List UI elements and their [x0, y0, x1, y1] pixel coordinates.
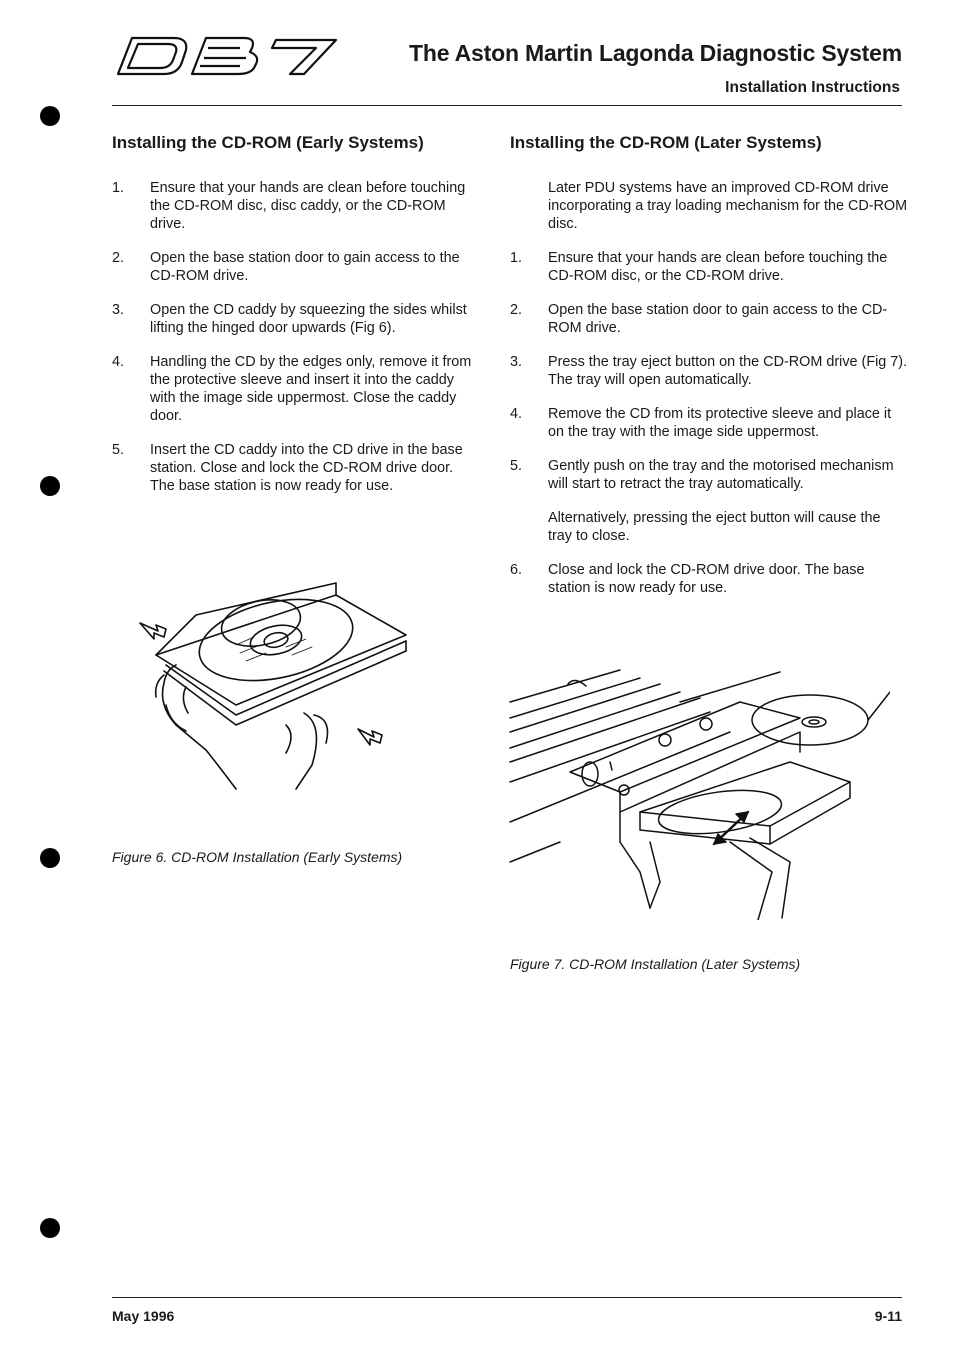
step-number: 2. — [112, 250, 125, 266]
db7-logo — [112, 30, 352, 80]
step-text: Press the tray eject button on the CD-ROM drive (Fig 7). The tray will open automatically. — [548, 354, 908, 388]
binder-hole — [40, 106, 60, 126]
binder-hole — [40, 476, 60, 496]
step-text: Open the CD caddy by squeezing the sides whilst lifting the hinged door upwards (Fig 6). — [150, 302, 467, 336]
step-text: Open the base station door to gain access to the CD-ROM drive. — [548, 302, 888, 336]
page-number: 9-11 — [874, 1308, 902, 1324]
step-text: Remove the CD from its protective sleeve and place it on the tray with the image side uppermost. — [548, 406, 892, 440]
left-step — [112, 353, 478, 425]
document-title: The Aston Martin Lagonda Diagnostic System — [409, 40, 902, 66]
step-number: 1. — [510, 250, 523, 266]
step-text: Close and lock the CD-ROM drive door. The base station is now ready for use. — [548, 562, 865, 596]
left-step — [112, 249, 478, 285]
right-step — [510, 457, 908, 493]
left-heading: Installing the CD-ROM (Early Systems) — [112, 133, 424, 152]
right-step — [510, 509, 908, 545]
step-text: Open the base station door to gain access to the CD-ROM drive. — [150, 250, 460, 284]
header-rule — [112, 105, 902, 106]
step-number: 4. — [112, 354, 125, 370]
footer-rule — [112, 1297, 902, 1298]
figure-6-caption: Figure 6. CD-ROM Installation (Early Systems) — [112, 849, 403, 865]
step-number: 3. — [510, 354, 523, 370]
document-subtitle: Installation Instructions — [725, 79, 900, 96]
right-column — [510, 133, 910, 153]
step-text: Insert the CD caddy into the CD drive in the base station. Close and lock the CD-ROM drive door. The base station is now ready for use. — [150, 442, 463, 494]
right-step — [510, 249, 908, 285]
left-step — [112, 441, 478, 495]
right-steps — [510, 179, 908, 597]
right-step — [510, 301, 908, 337]
step-text: Handling the CD by the edges only, remove it from the protective sleeve and insert it into the caddy with the image side uppermost. Close the caddy door. — [150, 354, 472, 424]
figure-7-caption: Figure 7. CD-ROM Installation (Later Systems) — [510, 956, 801, 972]
step-text: Ensure that your hands are clean before touching the CD-ROM disc, or the CD-ROM drive. — [548, 250, 888, 284]
step-number: 6. — [510, 562, 523, 578]
footer-date: May 1996 — [112, 1308, 175, 1324]
step-text: Alternatively, pressing the eject button will cause the tray to close. — [548, 510, 881, 544]
right-step — [510, 561, 908, 597]
step-number: 1. — [112, 180, 125, 196]
right-step — [510, 353, 908, 389]
binder-hole — [40, 848, 60, 868]
left-steps — [112, 179, 478, 495]
figure-7-illustration — [500, 662, 890, 920]
binder-hole — [40, 1218, 60, 1238]
right-heading: Installing the CD-ROM (Later Systems) — [510, 133, 822, 152]
step-number: 5. — [510, 458, 523, 474]
step-text: Ensure that your hands are clean before touching the CD-ROM disc, disc caddy, or the CD-ROM drive. — [150, 180, 466, 232]
left-column — [112, 133, 482, 153]
step-number: 2. — [510, 302, 523, 318]
step-text: Gently push on the tray and the motorised mechanism will start to retract the tray automatically. — [548, 458, 894, 492]
left-step — [112, 179, 478, 233]
right-intro: Later PDU systems have an improved CD-ROM drive incorporating a tray loading mechanism for the CD-ROM disc. — [548, 180, 908, 232]
right-step — [510, 405, 908, 441]
step-number: 4. — [510, 406, 523, 422]
left-step — [112, 301, 478, 337]
step-number: 3. — [112, 302, 125, 318]
figure-6-illustration — [136, 575, 426, 800]
step-number: 5. — [112, 442, 125, 458]
